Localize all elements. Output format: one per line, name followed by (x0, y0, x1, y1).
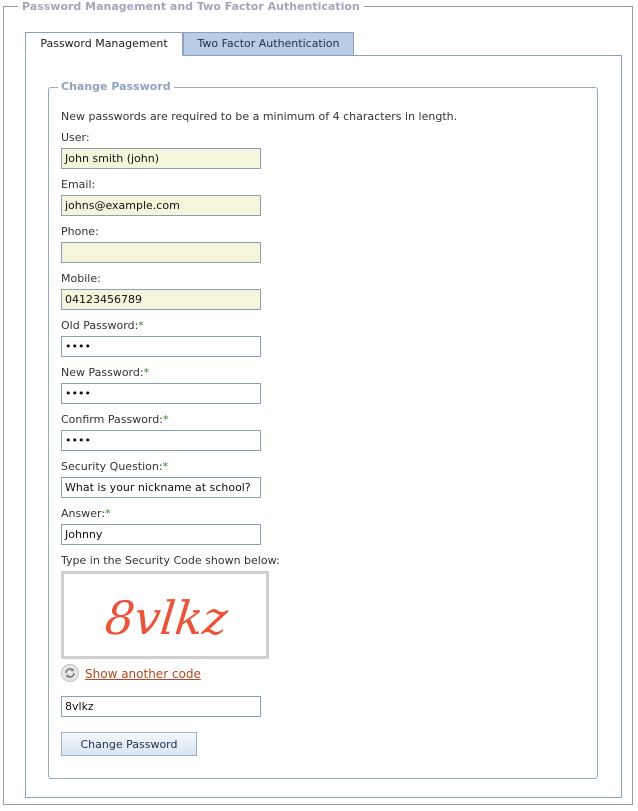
frame-title: Password Management and Two Factor Authentication (18, 0, 364, 13)
required-star: * (138, 319, 144, 332)
fieldset-title: Change Password (58, 80, 174, 94)
email-label: Email: (61, 178, 96, 191)
password-management-frame (3, 0, 633, 805)
confirm-password-field[interactable]: •••• (61, 430, 261, 451)
old-password-label (61, 319, 144, 332)
captcha-svg (64, 574, 266, 656)
new-password-field[interactable]: •••• (61, 383, 261, 404)
tab-panel (25, 55, 622, 798)
security-code-input[interactable]: 8vlkz (61, 696, 261, 717)
refresh-icon[interactable] (61, 664, 79, 682)
tab-two-factor-authentication[interactable]: Two Factor Authentication (183, 32, 354, 56)
phone-field (61, 242, 261, 263)
user-field: John smith (john) (61, 148, 261, 169)
required-star: * (162, 413, 169, 426)
show-another-code-link[interactable]: Show another code (85, 667, 201, 681)
required-star: * (143, 366, 150, 379)
new-password-label-text: New Password: (61, 366, 144, 379)
change-password-fieldset (48, 80, 598, 779)
security-question-field[interactable]: What is your nickname at school? (61, 477, 261, 498)
old-password-field[interactable]: •••• (61, 336, 261, 357)
mobile-label: Mobile: (61, 272, 101, 285)
required-star: * (162, 460, 169, 473)
captcha-code-text: 8vlkz (102, 591, 231, 645)
new-password-label (61, 366, 149, 379)
captcha-instruction: Type in the Security Code shown below: (61, 554, 280, 567)
mobile-field: 04123456789 (61, 289, 261, 310)
confirm-password-label-text: Confirm Password: (61, 413, 163, 426)
security-question-label-text: Security Question: (61, 460, 163, 473)
answer-field[interactable]: Johnny (61, 524, 261, 545)
old-password-label-text: Old Password: (61, 319, 139, 332)
change-password-button[interactable]: Change Password (61, 732, 197, 756)
phone-label: Phone: (61, 225, 99, 238)
answer-label-text: Answer: (61, 507, 106, 520)
required-star: * (105, 507, 111, 520)
answer-label (61, 507, 111, 520)
intro-text: New passwords are required to be a minimum of 4 characters in length. (61, 110, 458, 123)
tab-password-management[interactable]: Password Management (25, 32, 183, 56)
security-question-label (61, 460, 168, 473)
email-field: johns@example.com (61, 195, 261, 216)
confirm-password-label (61, 413, 168, 426)
user-label: User: (61, 131, 90, 144)
captcha-image (61, 571, 269, 659)
